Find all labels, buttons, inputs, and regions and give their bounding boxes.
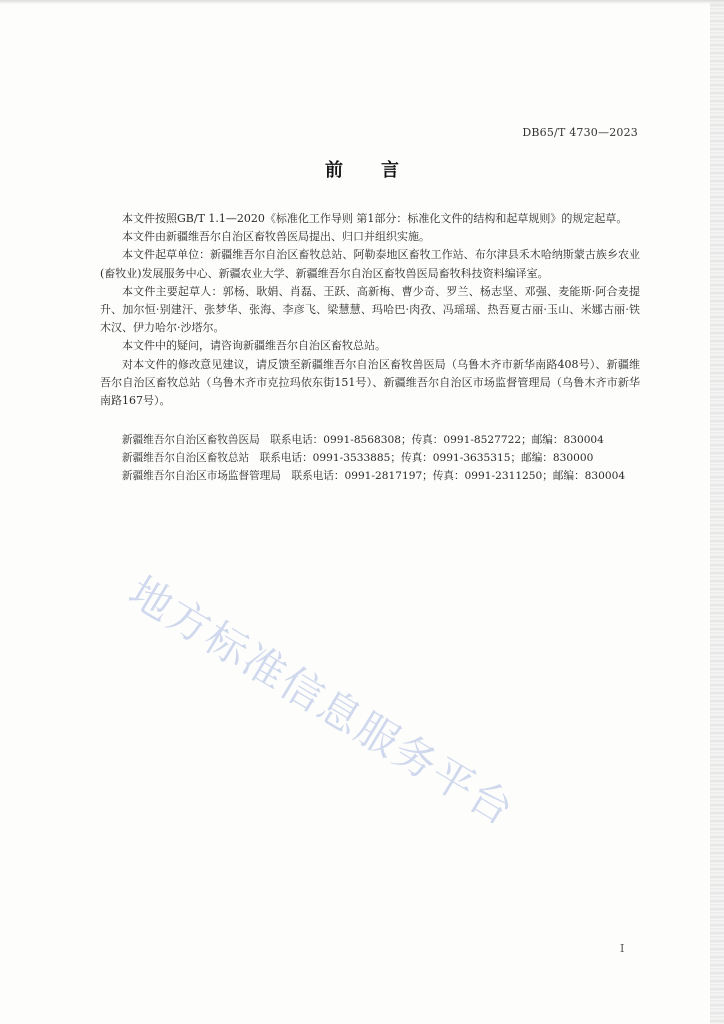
contact-list	[122, 431, 642, 486]
page-number: I	[620, 942, 625, 955]
paragraph-inquiry: 本文件中的疑问，请咨询新疆维吾尔自治区畜牧总站。	[122, 339, 386, 353]
paragraph-drafting-units: 本文件起草单位：新疆维吾尔自治区畜牧总站、阿勒泰地区畜牧工作站、布尔津县禾木哈纳斯蒙古族乡农业(畜牧业)发展服务中心、新疆农业大学、新疆维吾尔自治区畜牧兽医局畜牧科技资料编译室。	[100, 248, 640, 280]
contact-line: 新疆维吾尔自治区市场监督管理局 联系电话：0991-2817197；传真：0991-2311250；邮编：830004	[122, 470, 626, 483]
scan-right-edge	[710, 0, 724, 1024]
contact-line: 新疆维吾尔自治区畜牧兽医局 联系电话：0991-8568308；传真：0991-8527722；邮编：830004	[122, 434, 604, 446]
paragraph-feedback: 对本文件的修改意见建议，请反馈至新疆维吾尔自治区畜牧兽医局（乌鲁木齐市新华南路408号）、新疆维吾尔自治区畜牧总站（乌鲁木齐市克拉玛依东街151号）、新疆维吾尔自治区市场监督管理局（乌鲁木齐市新华南路167号）。	[100, 357, 640, 408]
scan-top-edge	[0, 0, 724, 4]
paragraph-drafters: 本文件主要起草人：郭杨、耿娟、肖磊、王跃、高新梅、曹少奇、罗兰、杨志坚、邓强、麦能斯·阿合麦提升、加尔恒·别建汗、张梦华、张海、李彦飞、梁慧慧、玛哈巴·肉孜、冯瑶瑶、热吾夏古丽·玉山、米娜古丽·铁木汉、伊力哈尔·沙塔尔。	[100, 284, 640, 335]
contact-line: 新疆维吾尔自治区畜牧总站 联系电话：0991-3533885；传真：0991-3635315；邮编：830000	[122, 452, 594, 465]
foreword-body	[100, 210, 640, 410]
page-title: 前言	[325, 160, 437, 181]
paragraph-drafting-basis: 本文件按照GB/T 1.1—2020《标准化工作导则 第1部分：标准化文件的结构和起草规则》的规定起草。	[122, 212, 628, 225]
watermark: 地方标准信息服务平台	[120, 566, 524, 836]
document-code: DB65/T 4730—2023	[522, 126, 638, 139]
paragraph-proposer: 本文件由新疆维吾尔自治区畜牧兽医局提出、归口并组织实施。	[122, 230, 430, 244]
